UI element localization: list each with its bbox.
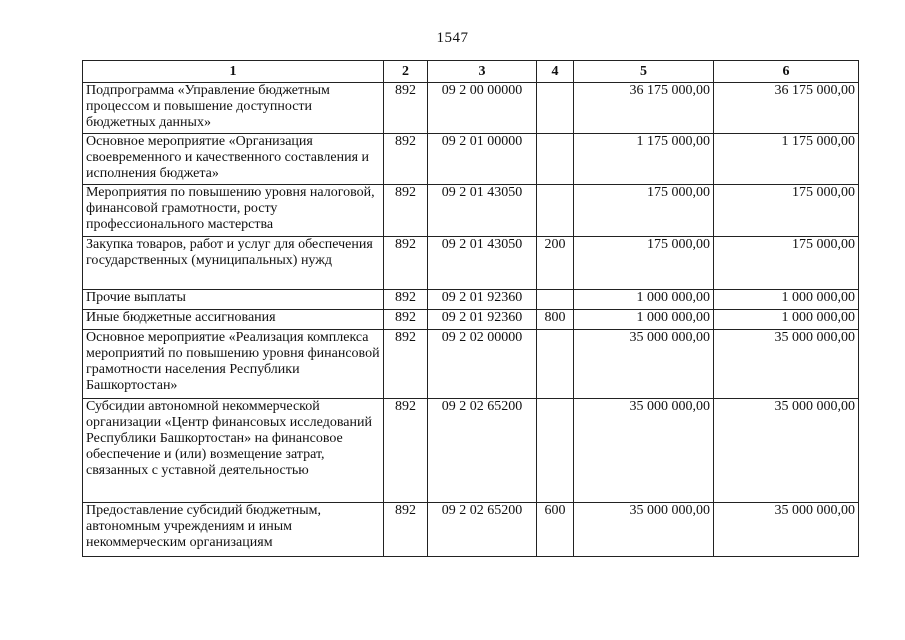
table-row (83, 134, 859, 185)
table-row (83, 399, 859, 503)
row-code: 892 (384, 185, 428, 237)
column-header: 6 (714, 61, 859, 83)
row-kind (537, 185, 574, 237)
row-code: 892 (384, 330, 428, 399)
row-kind: 800 (537, 310, 574, 330)
row-kind: 600 (537, 503, 574, 557)
row-amount-2: 1 000 000,00 (714, 290, 859, 310)
row-code: 892 (384, 83, 428, 134)
row-name: Субсидии автономной некоммерческой организации «Центр финансовых исследований Республики Башкортостан» на финансовое обеспечение и (или) возмещение затрат, связанных с уставной деятельностью (83, 399, 384, 503)
row-kind (537, 330, 574, 399)
row-article: 09 2 01 92360 (428, 290, 537, 310)
row-name: Основное мероприятие «Организация своевременного и качественного составления и исполнения бюджета» (83, 134, 384, 185)
column-header: 1 (83, 61, 384, 83)
row-name: Мероприятия по повышению уровня налоговой, финансовой грамотности, росту профессионального мастерства (83, 185, 384, 237)
row-amount-2: 1 175 000,00 (714, 134, 859, 185)
row-kind (537, 290, 574, 310)
table-row (83, 237, 859, 290)
row-amount-1: 35 000 000,00 (574, 330, 714, 399)
row-name: Иные бюджетные ассигнования (83, 310, 384, 330)
row-kind (537, 399, 574, 503)
row-code: 892 (384, 310, 428, 330)
row-article: 09 2 02 65200 (428, 399, 537, 503)
row-name: Основное мероприятие «Реализация комплекса мероприятий по повышению уровня финансовой грамотности населения Республики Башкортостан» (83, 330, 384, 399)
row-kind (537, 83, 574, 134)
row-name: Закупка товаров, работ и услуг для обеспечения государственных (муниципальных) нужд (83, 237, 384, 290)
row-amount-2: 35 000 000,00 (714, 330, 859, 399)
row-amount-2: 1 000 000,00 (714, 310, 859, 330)
table-row (83, 503, 859, 557)
row-code: 892 (384, 290, 428, 310)
row-amount-1: 35 000 000,00 (574, 399, 714, 503)
column-header: 4 (537, 61, 574, 83)
row-amount-2: 35 000 000,00 (714, 399, 859, 503)
row-amount-2: 36 175 000,00 (714, 83, 859, 134)
row-code: 892 (384, 503, 428, 557)
row-amount-2: 35 000 000,00 (714, 503, 859, 557)
row-kind (537, 134, 574, 185)
table-row (83, 290, 859, 310)
row-amount-1: 1 175 000,00 (574, 134, 714, 185)
row-article: 09 2 01 43050 (428, 185, 537, 237)
table-row (83, 330, 859, 399)
row-amount-2: 175 000,00 (714, 185, 859, 237)
row-amount-1: 35 000 000,00 (574, 503, 714, 557)
row-code: 892 (384, 399, 428, 503)
row-article: 09 2 02 00000 (428, 330, 537, 399)
row-code: 892 (384, 134, 428, 185)
budget-table (82, 60, 859, 557)
row-article: 09 2 02 65200 (428, 503, 537, 557)
page-number: 1547 (436, 30, 469, 46)
row-amount-1: 1 000 000,00 (574, 310, 714, 330)
row-article: 09 2 01 43050 (428, 237, 537, 290)
row-name: Предоставление субсидий бюджетным, автономным учреждениям и иным некоммерческим организациям (83, 503, 384, 557)
table-row (83, 310, 859, 330)
row-amount-1: 36 175 000,00 (574, 83, 714, 134)
column-header: 5 (574, 61, 714, 83)
table-row (83, 83, 859, 134)
row-amount-2: 175 000,00 (714, 237, 859, 290)
row-amount-1: 175 000,00 (574, 185, 714, 237)
row-amount-1: 175 000,00 (574, 237, 714, 290)
row-article: 09 2 01 00000 (428, 134, 537, 185)
row-name: Подпрограмма «Управление бюджетным процессом и повышение доступности бюджетных данных» (83, 83, 384, 134)
column-header: 3 (428, 61, 537, 83)
row-article: 09 2 01 92360 (428, 310, 537, 330)
row-name: Прочие выплаты (83, 290, 384, 310)
column-header: 2 (384, 61, 428, 83)
row-article: 09 2 00 00000 (428, 83, 537, 134)
table-row (83, 185, 859, 237)
table-header-row (83, 61, 859, 83)
row-amount-1: 1 000 000,00 (574, 290, 714, 310)
row-kind: 200 (537, 237, 574, 290)
row-code: 892 (384, 237, 428, 290)
